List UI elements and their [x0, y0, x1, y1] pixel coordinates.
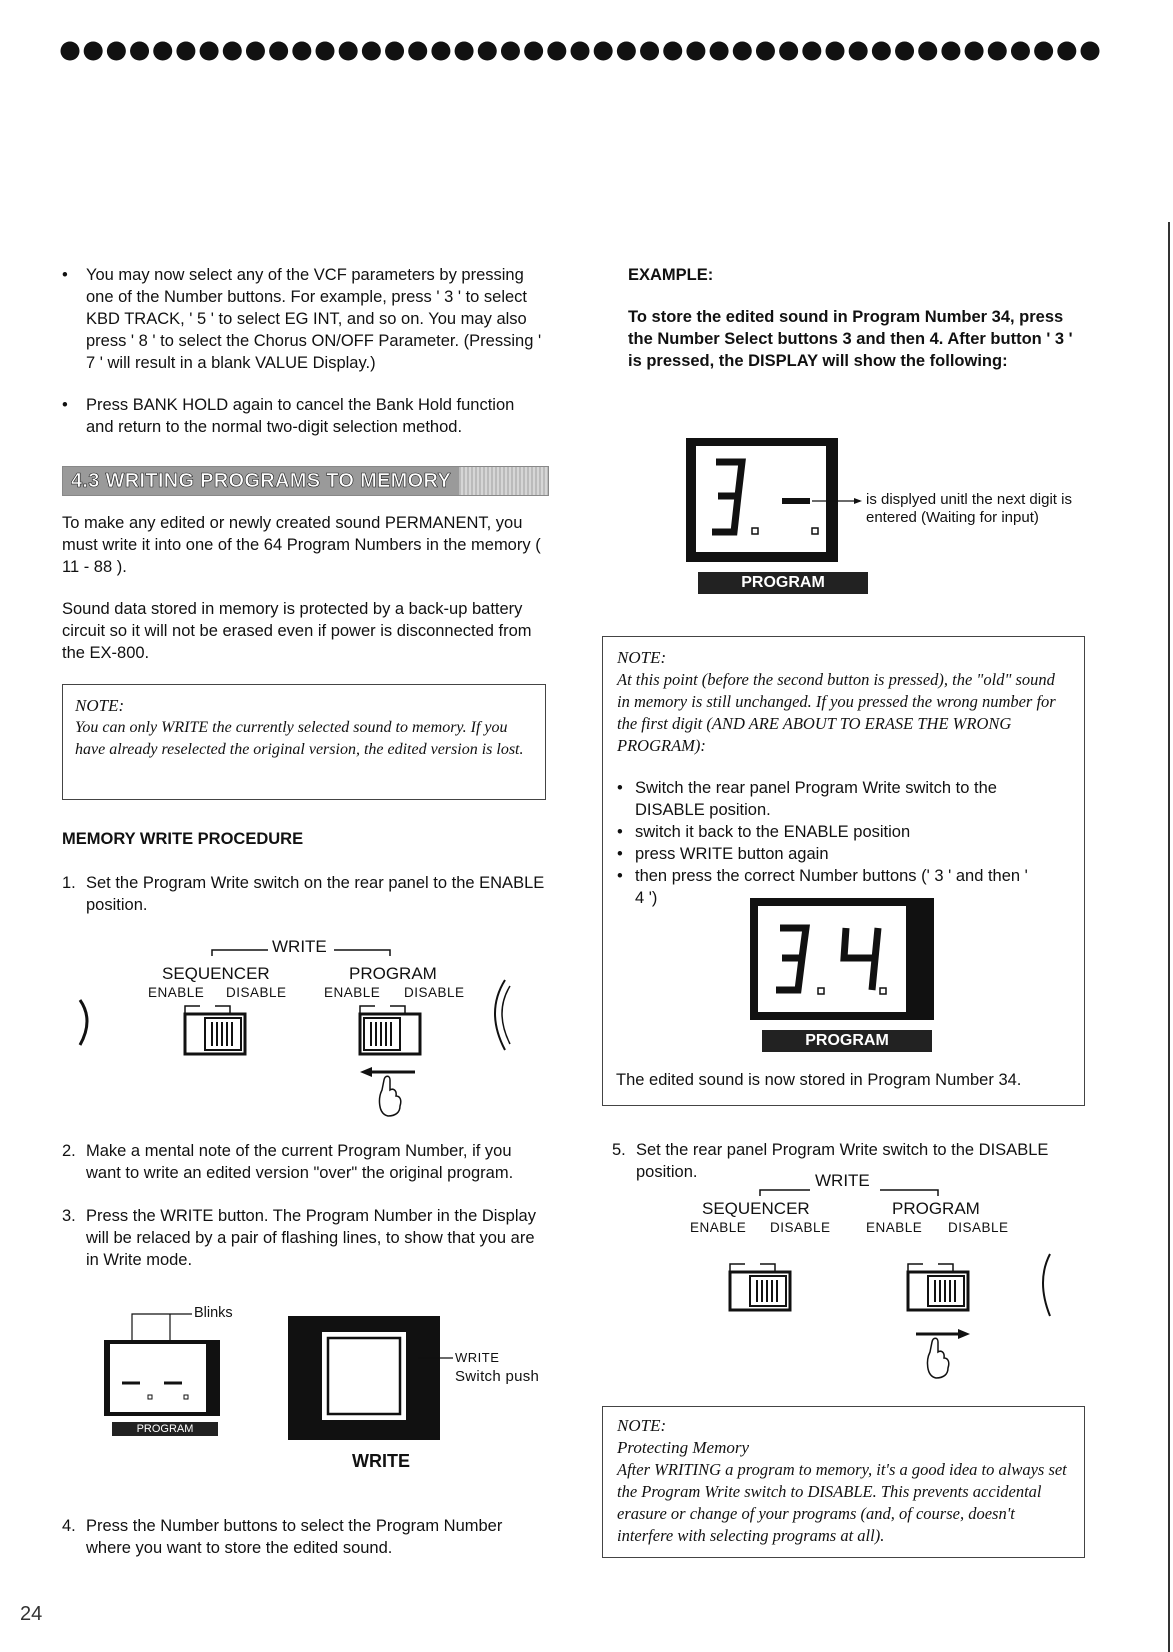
header-dot-row: [60, 38, 1100, 64]
header-dot: [130, 42, 149, 61]
example-title: EXAMPLE:: [628, 266, 714, 284]
header-dot: [802, 42, 821, 61]
blinks-label: Blinks: [194, 1305, 233, 1321]
display-program-label: PROGRAM: [698, 572, 868, 594]
header-dot: [153, 42, 172, 61]
program-switch-label: PROGRAM: [349, 964, 437, 983]
header-dot: [826, 42, 845, 61]
bullet-vcf: • You may now select any of the VCF parameters by pressing one of the Number buttons. For example, press ' 3 ' to select KBD TRACK, ' 5 ' to select EG INT, and so on. You may also press ' 8 ' to select the Chorus ON/OFF Parameter. (Pressing ' 7 ' will result in a blank VALUE Display.): [62, 266, 542, 372]
step-1-text: Set the Program Write switch on the rear panel to the ENABLE position.: [86, 874, 545, 914]
prog-enable-label: ENABLE: [324, 985, 381, 1000]
header-dot: [849, 42, 868, 61]
blink-display-diagram: [100, 1300, 230, 1440]
header-dot: [107, 42, 126, 61]
note-bullet-2: • switch it back to the ENABLE position: [617, 823, 911, 841]
seq-enable-label: ENABLE: [148, 985, 205, 1000]
switch2-write-label: WRITE: [815, 1171, 870, 1190]
header-dot: [1081, 42, 1100, 61]
header-dot: [339, 42, 358, 61]
header-dot: [478, 42, 497, 61]
intro-para: To make any edited or newly created sound PERMANENT, you must write it into one of the 64 Program Numbers in the memory ( 11 - 88 ).: [62, 514, 541, 576]
write-switch-diagram-enable: [60, 930, 540, 1120]
header-dot: [941, 42, 960, 61]
step-2-text: Make a mental note of the current Program Number, if you want to write an edited version "over" the original program.: [86, 1142, 514, 1182]
page-edge-line: [1168, 222, 1170, 1652]
note-text: You can only WRITE the currently selected sound to memory. If you have already reselected the original version, the edited version is lost.: [75, 719, 524, 758]
step-5-text: Set the rear panel Program Write switch to the DISABLE position.: [636, 1141, 1049, 1181]
header-dot: [779, 42, 798, 61]
step-3-text: Press the WRITE button. The Program Number in the Display will be relaced by a pair of flashing lines, to show that you are in Write mode.: [86, 1207, 536, 1269]
prog-disable-label: DISABLE: [404, 985, 465, 1000]
prog2-disable-label: DISABLE: [948, 1220, 1009, 1235]
display-34: [750, 898, 935, 1022]
header-dot: [362, 42, 381, 61]
bullet-bank-hold: • Press BANK HOLD again to cancel the Bank Hold function and return to the normal two-digit selection method.: [62, 394, 542, 438]
header-dot: [408, 42, 427, 61]
procedure-title: MEMORY WRITE PROCEDURE: [62, 830, 304, 848]
header-dot: [918, 42, 937, 61]
bullet-bank-hold-text: Press BANK HOLD again to cancel the Bank Hold function and return to the normal two-digit selection method.: [86, 396, 515, 436]
seq-disable-label: DISABLE: [226, 985, 287, 1000]
note2-title: NOTE:: [617, 1416, 667, 1435]
header-dot: [524, 42, 543, 61]
header-dot: [872, 42, 891, 61]
header-dot: [455, 42, 474, 61]
note2-subtitle: Protecting Memory: [617, 1438, 750, 1457]
section-heading-bar: [62, 466, 549, 496]
write-button-diagram: [288, 1316, 468, 1442]
step-2: [62, 1140, 547, 1184]
step-5-number: 5.: [612, 1141, 626, 1159]
step-4-text: Press the Number buttons to select the Program Number where you want to store the edited sound.: [86, 1517, 503, 1557]
seq2-enable-label: ENABLE: [690, 1220, 747, 1235]
header-dot: [246, 42, 265, 61]
header-dot: [663, 42, 682, 61]
write-switch-label2: Switch push: [455, 1368, 540, 1385]
display-note: is displyed unitl the next digit is entered (Waiting for input): [866, 491, 1072, 526]
header-dot: [965, 42, 984, 61]
header-dot: [686, 42, 705, 61]
program2-switch-label: PROGRAM: [892, 1199, 980, 1218]
blink-program-label: PROGRAM: [112, 1422, 218, 1436]
note-bullet-4: • then press the correct Number buttons (' 3 ' and then ' 4 '): [617, 867, 1028, 907]
note-bullet-1: • Switch the rear panel Program Write switch to the DISABLE position.: [617, 779, 997, 819]
header-dot: [733, 42, 752, 61]
section-title: 4.3 WRITING PROGRAMS TO MEMORY: [63, 467, 459, 495]
header-dot: [988, 42, 1007, 61]
header-dot: [895, 42, 914, 61]
note-bullet-list: [617, 777, 1070, 909]
display-34-program-label: PROGRAM: [762, 1030, 932, 1052]
header-dot: [617, 42, 636, 61]
switch-write-label: WRITE: [272, 937, 327, 956]
header-dot: [61, 42, 80, 61]
step-1: [62, 872, 547, 916]
header-dot: [1057, 42, 1076, 61]
sequencer2-label: SEQUENCER: [702, 1199, 810, 1218]
header-dot: [571, 42, 590, 61]
note-bullet-3: • press WRITE button again: [617, 845, 829, 863]
stored-text: The edited sound is now stored in Program Number 34.: [616, 1071, 1022, 1089]
intro-block: [62, 512, 547, 664]
sequencer-label: SEQUENCER: [162, 964, 270, 983]
step-3-number: 3.: [62, 1207, 76, 1225]
seq2-disable-label: DISABLE: [770, 1220, 831, 1235]
header-dot: [292, 42, 311, 61]
left-column: [62, 264, 542, 438]
header-dot: [176, 42, 195, 61]
header-dot: [1011, 42, 1030, 61]
step-2-number: 2.: [62, 1142, 76, 1160]
header-dot: [385, 42, 404, 61]
bullet-vcf-text: You may now select any of the VCF parameters by pressing one of the Number buttons. For example, press ' 3 ' to select KBD TRACK, ' 5 ' to select EG INT, and so on. You may also press ' 8 ' to select the Chorus ON/OFF Parameter. (Pressing ' 7 ' will result in a blank VALUE Display.): [86, 266, 542, 372]
note2-text: After WRITING a program to memory, it's a good idea to always set the Program Write switch to DISABLE. This prevents accidental erasure or change of your programs (and, of course, doesn't interfere with selecting programs at all).: [617, 1460, 1067, 1545]
step-3: [62, 1205, 547, 1271]
note-box-write: [62, 684, 546, 800]
note-title: NOTE:: [75, 696, 125, 715]
step-4-number: 4.: [62, 1517, 76, 1535]
display-3-dash: [686, 438, 866, 564]
page-number: 24: [20, 1603, 43, 1625]
header-dot: [269, 42, 288, 61]
write-button-caption: WRITE: [352, 1451, 410, 1471]
header-dot: [594, 42, 613, 61]
header-dot: [200, 42, 219, 61]
battery-para: Sound data stored in memory is protected by a back-up battery circuit so it will not be erased even if power is disconnected from the EX-800.: [62, 600, 532, 662]
header-dot: [756, 42, 775, 61]
header-dot: [501, 42, 520, 61]
note-box-protect: [602, 1406, 1085, 1558]
header-dot: [710, 42, 729, 61]
header-dot: [1034, 42, 1053, 61]
right-note-text: At this point (before the second button is pressed), the "old" sound in memory is still unchanged. If you pressed the wrong number for the first digit (AND ARE ABOUT TO ERASE THE WRONG PROGRAM):: [617, 670, 1056, 755]
header-dot: [223, 42, 242, 61]
header-dot: [431, 42, 450, 61]
step-1-number: 1.: [62, 874, 76, 892]
prog2-enable-label: ENABLE: [866, 1220, 923, 1235]
step-4: [62, 1515, 547, 1559]
header-dot: [640, 42, 659, 61]
write-switch-label1: WRITE: [455, 1350, 500, 1365]
header-dot: [547, 42, 566, 61]
header-dot: [84, 42, 103, 61]
example-text: To store the edited sound in Program Number 34, press the Number Select buttons 3 and then 4. After button ' 3 ' is pressed, the DISPLAY will show the following:: [628, 308, 1073, 370]
right-note-title: NOTE:: [617, 648, 667, 667]
header-dot: [316, 42, 335, 61]
